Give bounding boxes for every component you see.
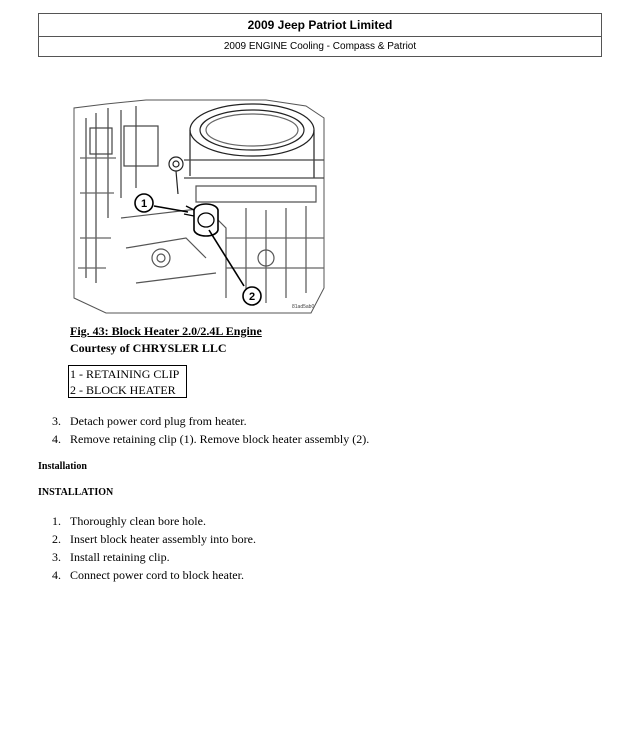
legend-item: 2 - BLOCK HEATER: [70, 382, 176, 397]
section-heading: Installation: [38, 461, 87, 472]
list-item: 3. Install retaining clip.: [52, 550, 170, 564]
document-subtitle: 2009 ENGINE Cooling - Compass & Patriot: [223, 41, 417, 52]
document-header: [38, 13, 602, 57]
figure-caption: [70, 323, 262, 357]
figure-legend: [68, 365, 187, 398]
installation-steps: [52, 512, 256, 584]
block-heater-illustration: [66, 98, 330, 316]
figure-code: 81ad5ab0: [292, 304, 315, 310]
caption-title: Fig. 43: Block Heater 2.0/2.4L Engine: [70, 324, 262, 338]
list-item: 1. Thoroughly clean bore hole.: [52, 514, 206, 528]
sub-heading: INSTALLATION: [38, 487, 114, 498]
caption-courtesy: Courtesy of CHRYSLER LLC: [70, 341, 227, 355]
callout-2: [243, 287, 261, 305]
legend-item: 1 - RETAINING CLIP: [70, 367, 180, 381]
callout-2-label: 2: [248, 291, 256, 303]
callout-1-label: 1: [140, 198, 148, 210]
list-item: 4. Remove retaining clip (1). Remove block heater assembly (2).: [52, 432, 370, 446]
removal-steps: [52, 412, 369, 448]
list-item: 3. Detach power cord plug from heater.: [52, 414, 247, 428]
document-title: 2009 Jeep Patriot Limited: [39, 14, 601, 37]
list-item: 2. Insert block heater assembly into bore.: [52, 532, 256, 546]
callout-1: [135, 194, 153, 212]
list-item: 4. Connect power cord to block heater.: [52, 568, 244, 582]
